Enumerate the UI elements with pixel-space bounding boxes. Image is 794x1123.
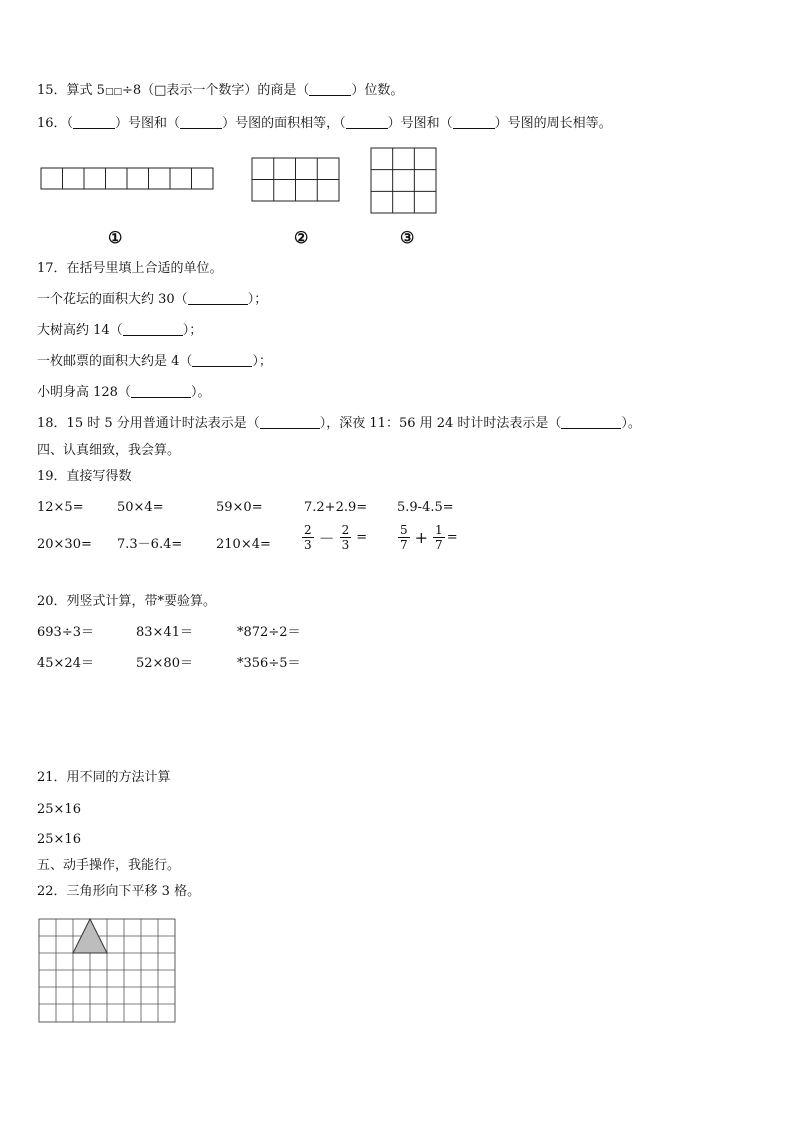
figure-3-grid (370, 147, 438, 215)
q16 (37, 116, 612, 132)
calc-item: 25×16 (37, 832, 81, 847)
fraction-expression-1 (302, 523, 367, 552)
section-4-heading: 四、认真细致，我会算。 (37, 443, 181, 458)
q16-text: ）号图和（ (115, 116, 181, 131)
q17-text: 一个花坛的面积大约 30（ (37, 292, 188, 307)
answer-blank[interactable] (192, 354, 252, 367)
answer-blank[interactable] (131, 385, 191, 398)
equals: = (446, 530, 458, 545)
q18-text: ）。 (621, 416, 641, 431)
fraction (302, 523, 314, 552)
q17-item (37, 292, 267, 308)
q18 (37, 416, 641, 432)
q17-text: ）； (182, 323, 203, 338)
q15-text2: ÷8（□表示一个数字）的商是（ (121, 83, 310, 98)
answer-blank[interactable] (453, 116, 495, 129)
q17-text: 小明身高 128（ (37, 385, 131, 400)
calc-item: 210×4= (216, 537, 271, 552)
figure-label-1: ① (108, 228, 123, 247)
fraction (398, 523, 410, 552)
answer-blank[interactable] (180, 116, 222, 129)
q16-text: ）号图和（ (387, 116, 453, 131)
figure-label-2: ② (294, 228, 309, 247)
numerator: 2 (341, 523, 350, 537)
answer-blank[interactable] (346, 116, 388, 129)
denominator: 3 (341, 538, 350, 552)
q21-title: 21．用不同的方法计算 (37, 770, 171, 785)
fraction (433, 523, 445, 552)
answer-blank[interactable] (309, 83, 351, 96)
answer-blank[interactable] (188, 292, 248, 305)
calc-item: 50×4= (117, 500, 164, 515)
denominator: 7 (400, 538, 408, 552)
answer-blank[interactable] (73, 116, 115, 129)
calc-item: 7.3－6.4= (117, 537, 183, 552)
fraction (340, 523, 352, 552)
calc-item: 45×24＝ (37, 656, 94, 671)
q22-title: 22．三角形向下平移 3 格。 (37, 884, 201, 899)
operator: － (318, 529, 335, 548)
q17-item (37, 354, 272, 370)
equals: = (356, 530, 368, 545)
q16-text: 16．（ (37, 116, 74, 131)
q17-text: ）； (247, 292, 268, 307)
calc-item: 25×16 (37, 802, 81, 817)
q16-text: ）号图的周长相等。 (494, 116, 612, 131)
answer-blank[interactable] (561, 416, 621, 429)
q17-text: 大树高约 14（ (37, 323, 123, 338)
q17-text: ）； (252, 354, 272, 369)
section-5-heading: 五、动手操作，我能行。 (37, 858, 181, 873)
q18-text: 18．15 时 5 分用普通计时法表示是（ (37, 416, 260, 431)
denominator: 7 (435, 538, 443, 552)
q18-text: ），深夜 11：56 用 24 时计时法表示是（ (319, 416, 562, 431)
calc-item: 693÷3＝ (37, 625, 94, 640)
q15-end: ）位数。 (351, 83, 404, 98)
q15 (37, 83, 403, 100)
calc-item: 5.9-4.5= (397, 500, 454, 515)
fraction-expression-2 (398, 523, 458, 552)
calc-item: 7.2+2.9= (304, 500, 368, 515)
answer-blank[interactable] (260, 416, 320, 429)
calc-item: *356÷5＝ (237, 656, 301, 671)
numerator: 1 (435, 523, 443, 537)
denominator: 3 (304, 538, 312, 552)
q17-item (37, 323, 202, 339)
q16-text: ）号图的面积相等，（ (222, 116, 346, 131)
q20-title: 20．列竖式计算，带*要验算。 (37, 594, 217, 609)
translation-grid (38, 918, 178, 1024)
figure-1-strip (40, 167, 216, 191)
numerator: 2 (304, 523, 312, 537)
figure-2-grid (251, 157, 341, 203)
q15-text: 15．算式 5 (37, 83, 105, 98)
calc-item: 59×0= (216, 500, 263, 515)
calc-item: 83×41＝ (136, 625, 193, 640)
digit-boxes: □□ (104, 87, 122, 97)
q17-title: 17．在括号里填上合适的单位。 (37, 261, 223, 276)
q17-item (37, 385, 210, 401)
q19-title: 19．直接写得数 (37, 469, 132, 484)
figure-label-3: ③ (400, 228, 415, 247)
q17-text: 一枚邮票的面积大约是 4（ (37, 354, 193, 369)
calc-item: 12×5= (37, 500, 84, 515)
answer-blank[interactable] (123, 323, 183, 336)
q17-text: ）。 (190, 385, 211, 400)
calc-item: 52×80＝ (136, 656, 193, 671)
operator: + (414, 528, 429, 547)
grid-lines (39, 919, 175, 1022)
numerator: 5 (400, 523, 408, 537)
calc-item: *872÷2＝ (237, 625, 301, 640)
calc-item: 20×30= (37, 537, 92, 552)
